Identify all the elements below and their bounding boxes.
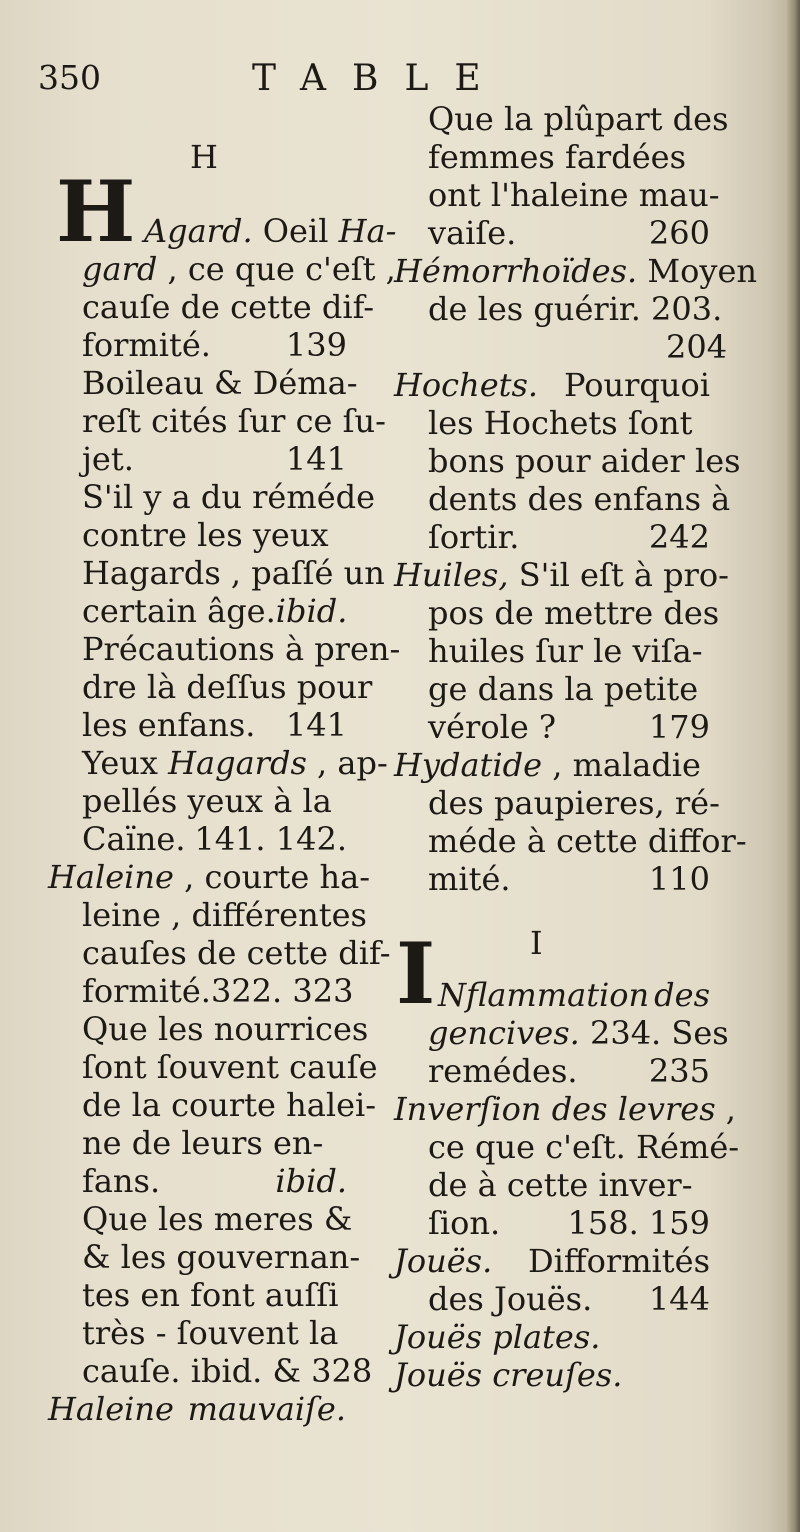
index-line: cauſe de cette dif- [82, 288, 375, 326]
index-line: Hémorrhoïdes. Moyen [394, 252, 757, 290]
index-line: formité. 139 [82, 326, 347, 364]
index-line: tes en font auſſi [82, 1276, 339, 1314]
index-line: des paupieres, ré- [428, 784, 720, 822]
index-line: les enfans. 141 [82, 706, 347, 744]
index-line: Hagards , paſſé un [82, 554, 385, 592]
index-line: remédes. 235 [428, 1052, 710, 1090]
index-line: Jouës creuſes. [394, 1356, 623, 1394]
drop-cap-i: I [396, 924, 436, 1023]
index-line: ne de leurs en- [82, 1124, 324, 1162]
index-line: Huiles, S'il eſt à pro- [394, 556, 729, 594]
index-line: formité. 322. 323 [82, 972, 354, 1010]
index-line: Précautions à pren- [82, 630, 401, 668]
running-title: TABLE [252, 58, 507, 99]
index-line: Haleine mauvaiſe. [48, 1390, 346, 1428]
index-line: gencives. 234. Ses [428, 1014, 729, 1052]
index-line: cauſes de cette dif- [82, 934, 391, 972]
index-line: Jouës. Difformités [394, 1242, 710, 1280]
index-line: ſion. 158. 159 [428, 1204, 710, 1242]
index-line: Agard. Oeil Ha- [144, 212, 397, 250]
index-line: ge dans la petite [428, 670, 699, 708]
index-line: vérole ? 179 [428, 708, 710, 746]
index-line: Hydatide , maladie [394, 746, 701, 784]
index-line: certain âge. ibid. [82, 592, 348, 630]
index-line: Inverſion des levres , [394, 1090, 736, 1128]
index-line: & les gouvernan- [82, 1238, 361, 1276]
index-line: cauſe. ibid. & 328 [82, 1352, 373, 1390]
index-line: 204 [666, 328, 728, 366]
index-line: vaiſe. 260 [428, 214, 710, 252]
index-line: de la courte halei- [82, 1086, 377, 1124]
index-line: Nflammation des [438, 976, 710, 1014]
index-line: Haleine , courte ha- [48, 858, 371, 896]
index-line: Caïne. 141. 142. [82, 820, 347, 858]
index-line: S'il y a du réméde [82, 478, 376, 516]
index-line: Que les nourrices [82, 1010, 369, 1048]
index-line: mité. 110 [428, 860, 710, 898]
index-line: dents des enfans à [428, 480, 731, 518]
index-line: dre là deſſus pour [82, 668, 373, 706]
index-line: très - ſouvent la [82, 1314, 339, 1352]
index-line: les Hochets ſont [428, 404, 693, 442]
index-line: Que la plûpart des [428, 100, 729, 138]
page-edge-shadow [786, 0, 800, 1532]
index-line: pos de mettre des [428, 594, 720, 632]
index-line: de les guérir. 203. [428, 290, 723, 328]
index-line: Yeux Hagards , ap- [82, 744, 388, 782]
section-letter-h: H [190, 138, 218, 176]
index-line: gard , ce que c'eſt , [82, 250, 396, 288]
index-line: méde à cette diffor- [428, 822, 747, 860]
index-line: Boileau & Déma- [82, 364, 358, 402]
index-line: ſortir. 242 [428, 518, 710, 556]
index-line: jet. 141 [82, 440, 347, 478]
index-line: Hochets. Pourquoi [394, 366, 710, 404]
drop-cap-h: H [56, 162, 136, 261]
section-letter-i: I [530, 924, 543, 962]
index-line: ſont ſouvent cauſe [82, 1048, 378, 1086]
index-line: ce que c'eſt. Rémé- [428, 1128, 740, 1166]
index-line: leine , différentes [82, 896, 367, 934]
index-line: reſt cités ſur ce ſu- [82, 402, 386, 440]
index-line: contre les yeux [82, 516, 329, 554]
index-line: bons pour aider les [428, 442, 741, 480]
index-line: fans. ibid. [82, 1162, 347, 1200]
index-line: Que les meres & [82, 1200, 353, 1238]
index-line: ont l'haleine mau- [428, 176, 720, 214]
page-number: 350 [38, 58, 101, 97]
index-line: des Jouës. 144 [428, 1280, 710, 1318]
index-line: huiles ſur le viſa- [428, 632, 703, 670]
index-line: Jouës plates. [394, 1318, 601, 1356]
index-line: de à cette inver- [428, 1166, 693, 1204]
index-line: pellés yeux à la [82, 782, 332, 820]
index-line: femmes fardées [428, 138, 686, 176]
